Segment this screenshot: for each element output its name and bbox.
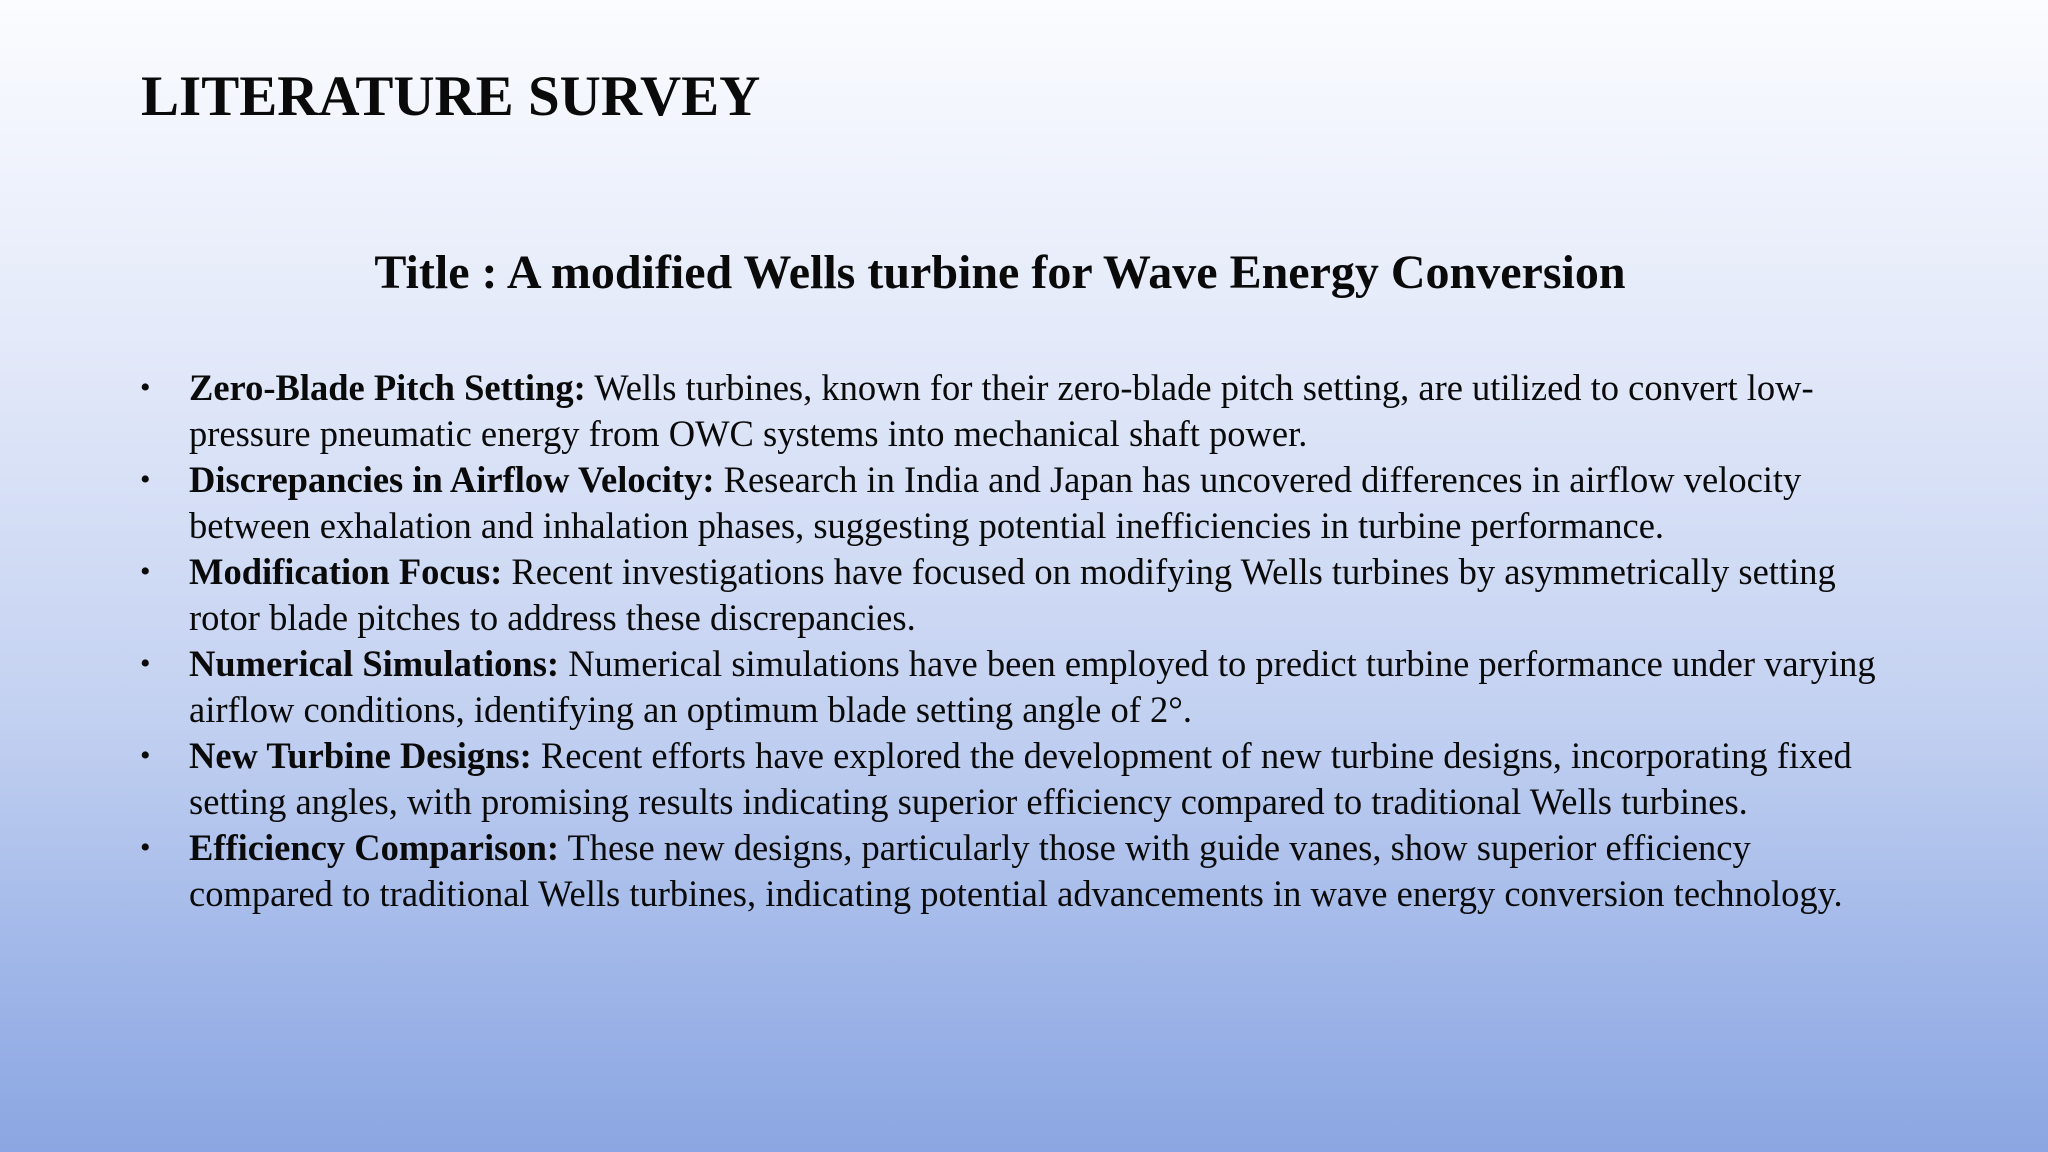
- bullet-text: Recent investigations have focused on modifying Wells turbines by asymmetrically setting rotor blade pitches to address these discrepancies.: [189, 551, 1836, 638]
- bullet-key: New Turbine Designs:: [189, 735, 532, 776]
- list-item: [140, 733, 1889, 825]
- bullet-point-icon: •: [140, 739, 151, 772]
- bullet-point-icon: •: [140, 831, 151, 864]
- bullet-key: Modification Focus:: [189, 551, 503, 592]
- bullet-text: Research in India and Japan has uncovered differences in airflow velocity between exhalation and inhalation phases, suggesting potential inefficiencies in turbine performance.: [189, 459, 1802, 546]
- bullet-point-icon: •: [140, 647, 151, 680]
- bullet-list: [140, 365, 1889, 917]
- paper-title: Title : A modified Wells turbine for Wave Energy Conversion: [374, 246, 1626, 299]
- bullet-text: Recent efforts have explored the development of new turbine designs, incorporating fixed setting angles, with promising results indicating superior efficiency compared to traditional Wells turbines.: [189, 735, 1852, 822]
- list-item: [140, 457, 1889, 549]
- list-item: [140, 825, 1889, 917]
- list-item: [140, 365, 1889, 457]
- list-item: [140, 641, 1889, 733]
- bullet-point-icon: •: [140, 371, 151, 404]
- bullet-key: Zero-Blade Pitch Setting:: [189, 367, 586, 408]
- bullet-point-icon: •: [140, 463, 151, 496]
- bullet-text: Wells turbines, known for their zero-blade pitch setting, are utilized to convert low-pressure pneumatic energy from OWC systems into mechanical shaft power.: [189, 367, 1814, 454]
- bullet-text: Numerical simulations have been employed to predict turbine performance under varying airflow conditions, identifying an optimum blade setting angle of 2°.: [189, 643, 1876, 730]
- slide-heading: LITERATURE SURVEY: [141, 65, 761, 128]
- bullet-key: Efficiency Comparison:: [189, 827, 560, 868]
- bullet-text: These new designs, particularly those with guide vanes, show superior efficiency compared to traditional Wells turbines, indicating potential advancements in wave energy conversion technology.: [189, 827, 1843, 914]
- list-item: [140, 549, 1889, 641]
- bullet-key: Discrepancies in Airflow Velocity:: [189, 459, 715, 500]
- bullet-key: Numerical Simulations:: [189, 643, 560, 684]
- bullet-point-icon: •: [140, 555, 151, 588]
